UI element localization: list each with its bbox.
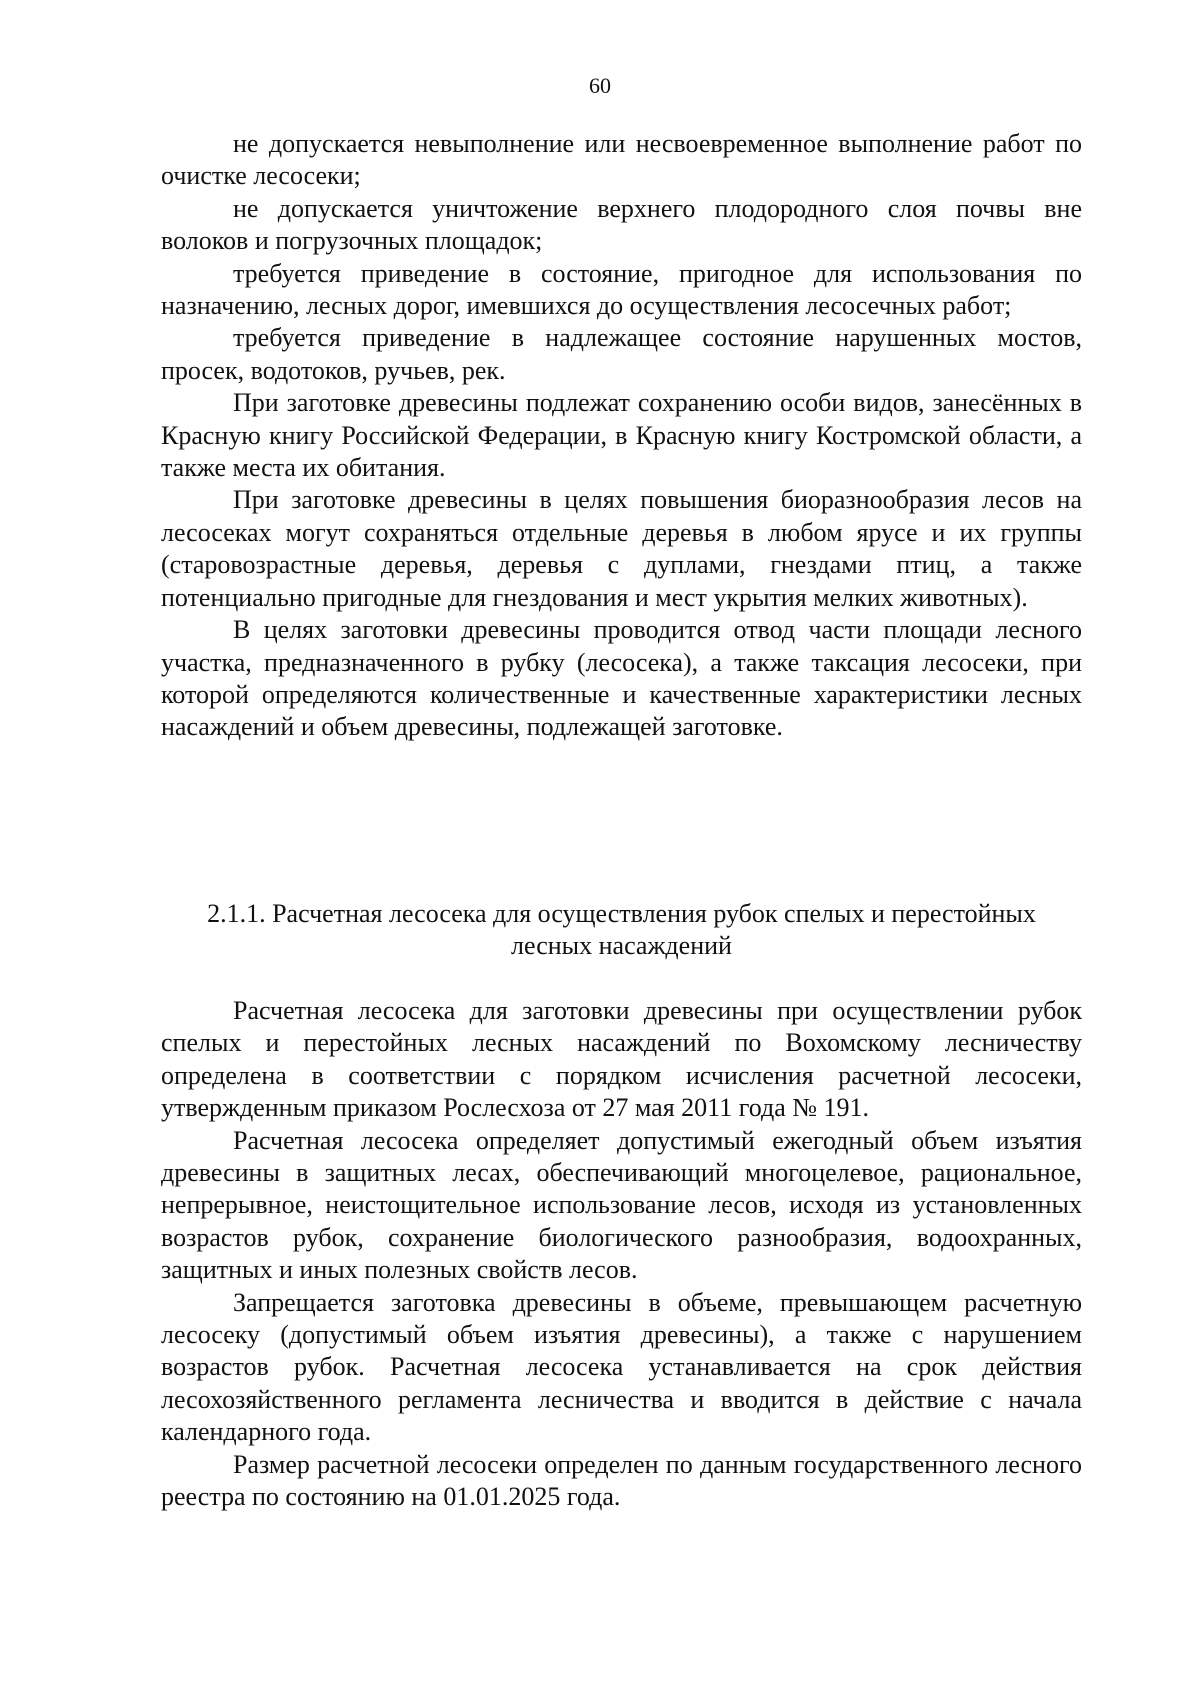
- text-block-bottom: [161, 995, 1082, 1514]
- section-heading: [161, 898, 1082, 963]
- section-heading-line-1: 2.1.1. Расчетная лесосека для осуществления рубок спелых и перестойных: [207, 899, 1036, 928]
- paragraph-debris-cleanup: не допускается невыполнение или несвоевременное выполнение работ по очистке лесосеки;: [161, 129, 1082, 191]
- section-heading-line-2: лесных насаждений: [511, 931, 732, 961]
- paragraph-topsoil: не допускается уничтожение верхнего плодородного слоя почвы вне волоков и погрузочных площадок;: [161, 193, 1082, 256]
- paragraph-prohibition: Запрещается заготовка древесины в объеме, превышающем расчетную лесосеку (допустимый объем изъятия древесины), а также с нарушением возрастов рубок. Расчетная лесосека устанавливается на срок действия лесохозяйственного регламента лесничества и вводится в действие с начала календарного года.: [161, 1287, 1082, 1447]
- text-block-top: [161, 128, 1082, 744]
- paragraph-biodiversity: При заготовке древесины в целях повышения биоразнообразия лесов на лесосеках могут сохраняться отдельные деревья в любом ярусе и их группы (старовозрастные деревья, деревья с дуплами, гнездами птиц, а также потенциально пригодные для гнездования и мест укрытия мелких животных).: [161, 485, 1082, 612]
- paragraph-bridges: требуется приведение в надлежащее состояние нарушенных мостов, просек, водотоков, ручьев, рек.: [161, 323, 1082, 385]
- page-number: 60: [589, 73, 611, 98]
- paragraph-red-book-species: При заготовке древесины подлежат сохранению особи видов, занесённых в Красную книгу Российской Федерации, в Красную книгу Костромской области, а также места их обитания.: [161, 388, 1082, 483]
- paragraph-forest-roads: требуется приведение в состояние, пригодное для использования по назначению, лесных дорог, имевшихся до осуществления лесосечных работ;: [161, 258, 1082, 321]
- paragraph-registry-date: Размер расчетной лесосеки определен по данным государственного лесного реестра по состоянию на 01.01.2025 года.: [161, 1449, 1082, 1512]
- paragraph-annual-volume: Расчетная лесосека определяет допустимый ежегодный объем изъятия древесины в защитных лесах, обеспечивающий многоцелевое, рациональное, непрерывное, неистощительное использование лесов, исходя из установленных возрастов рубок, сохранение биологического разнообразия, водоохранных, защитных и иных полезных свойств лесов.: [161, 1125, 1082, 1285]
- paragraph-calculated-cutting-area: Расчетная лесосека для заготовки древесины при осуществлении рубок спелых и перестойных лесных насаждений по Вохомскому лесничеству определена в соответствии с порядком исчисления расчетной лесосеки, утвержденным приказом Рослесхоза от 27 мая 2011 года № 191.: [161, 996, 1082, 1123]
- paragraph-allotment: В целях заготовки древесины проводится отвод части площади лесного участка, предназначенного в рубку (лесосека), а также таксация лесосеки, при которой определяются количественные и качественные характеристики лесных насаждений и объем древесины, подлежащей заготовке.: [161, 615, 1082, 742]
